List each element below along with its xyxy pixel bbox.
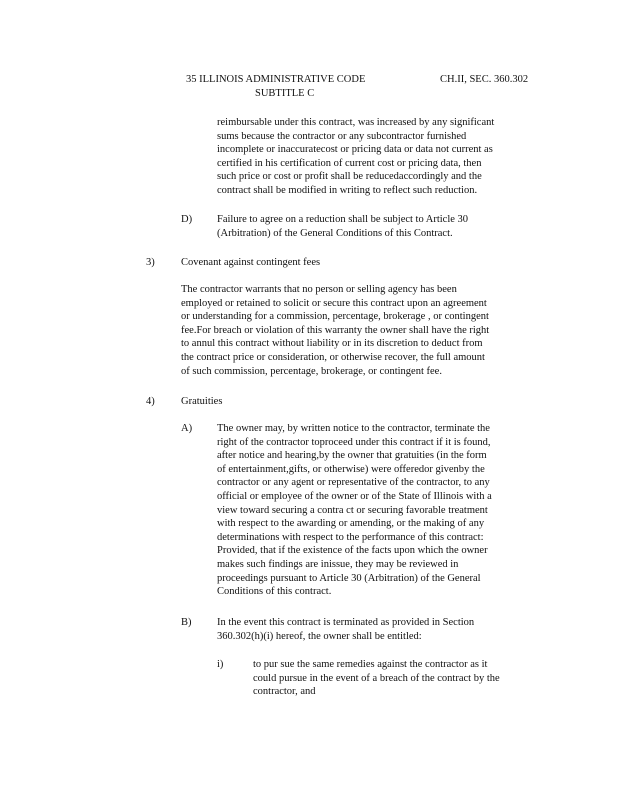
header-subtitle: SUBTITLE C [255, 88, 315, 99]
text-line: the contract price or consideration, or otherwise recover, the full amount [181, 351, 485, 363]
text-line: The owner may, by written notice to the contractor, terminate the [217, 423, 490, 434]
text-line: In the event this contract is terminated as provided in Section [217, 617, 475, 628]
text-line: contract shall be modified in writing to reflect such reduction. [217, 184, 478, 196]
text-line: reimbursable under this contract, was increased by any significant [217, 117, 495, 128]
paragraph-4b-i [253, 658, 500, 699]
text-line: determinations with respect to the performance of this contract: [217, 531, 484, 543]
text-line: with respect to the awarding or amending, or the making of any [217, 518, 485, 530]
paragraph-d [217, 213, 468, 240]
paragraph-4b [217, 616, 474, 643]
section-4-label: 4) [146, 396, 155, 407]
text-line: Failure to agree on a reduction shall be subject to Article 30 [217, 214, 469, 225]
text-line: could pursue in the event of a breach of the contract by the [253, 672, 500, 684]
text-line: or understanding for a commission, percentage, brokerage , or contingent [181, 311, 489, 323]
section-4-heading: Gratuities [181, 396, 223, 407]
text-line: 360.302(h)(i) hereof, the owner shall be entitled: [217, 630, 422, 642]
text-line: of such commission, percentage, brokerage, or contingent fee. [181, 365, 442, 377]
section-3-heading: Covenant against contingent fees [181, 257, 321, 268]
paragraph-4b-label: B) [181, 617, 192, 628]
text-line: Conditions of this contract. [217, 586, 332, 598]
paragraph-4a-label: A) [181, 423, 193, 434]
paragraph-d-label: D) [181, 214, 193, 225]
text-line: right of the contractor toproceed under this contract if it is found, [217, 436, 491, 448]
text-line: Provided, that if the existence of the facts upon which the owner [217, 545, 488, 557]
text-line: fee.For breach or violation of this warranty the owner shall have the right [181, 324, 490, 336]
text-line: to pur sue the same remedies against the contractor as it [253, 659, 488, 670]
text-line: such price or cost or profit shall be reducedaccordingly and the [217, 171, 482, 183]
text-line: proceedings pursuant to Article 30 (Arbitration) of the General [217, 572, 481, 584]
text-line: employed or retained to solicit or secure this contract upon an agreement [181, 297, 487, 309]
paragraph-4a [217, 422, 492, 599]
text-line: makes such findings are inissue, they may be reviewed in [217, 558, 459, 570]
text-line: (Arbitration) of the General Conditions of this Contract. [217, 227, 453, 239]
section-3-body [181, 283, 489, 378]
text-line: incomplete or inaccuratecost or pricing data or data not current as [217, 144, 493, 156]
header-left: 35 ILLINOIS ADMINISTRATIVE CODE [186, 74, 366, 85]
text-line: official or employee of the owner or of the State of Illinois with a [217, 490, 492, 502]
text-line: view toward securing a contra ct or securing favorable treatment [217, 504, 488, 516]
text-line: contractor or any agent or representative of the contractor, to any [217, 477, 490, 489]
header-right: CH.II, SEC. 360.302 [440, 74, 529, 85]
text-line: to annul this contract without liability or in its discretion to deduct from [181, 338, 483, 350]
paragraph-4b-i-label: i) [217, 659, 224, 670]
text-line: certified in his certification of current cost or pricing data, then [217, 157, 482, 169]
text-line: sums because the contractor or any subcontractor furnished [217, 130, 467, 142]
text-line: of entertainment,gifts, or otherwise) were offeredor givenby the [217, 463, 485, 475]
text-line: contractor, and [253, 686, 316, 698]
paragraph-c-continued [217, 116, 494, 198]
section-3-label: 3) [146, 257, 155, 268]
text-line: The contractor warrants that no person or selling agency has been [181, 284, 457, 295]
text-line: after notice and hearing,by the owner that gratuities (in the form [217, 450, 487, 462]
